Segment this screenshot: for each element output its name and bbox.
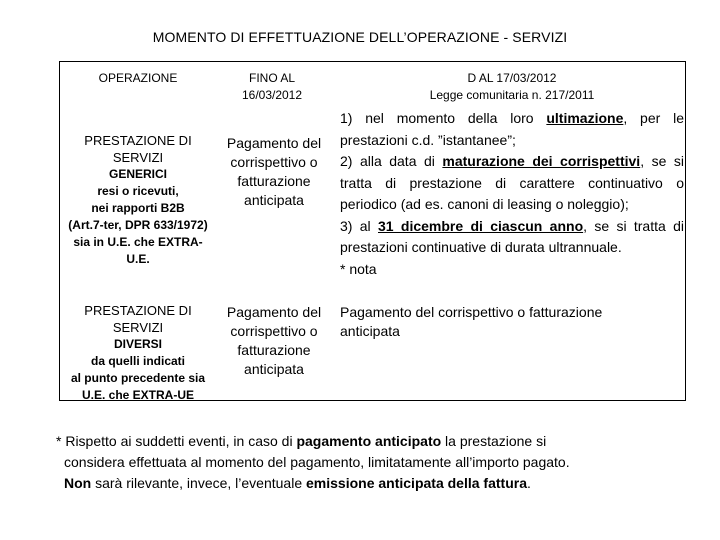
page-title: MOMENTO DI EFFETTUAZIONE DELL’OPERAZIONE - SERVIZI <box>152 29 568 45</box>
header-until-line2: 16/03/2012 <box>241 88 303 102</box>
row1-operation-line: resi o ricevuti, <box>97 184 179 198</box>
row2-operation-line: DIVERSI <box>113 337 162 351</box>
footnote <box>56 431 656 494</box>
header-since <box>336 70 688 104</box>
row1-operation-line: nei rapporti B2B <box>91 201 185 215</box>
row1-until-line: Pagamento del <box>226 135 322 151</box>
row2-since-text: Pagamento del corrispettivo o fatturazione anticipata <box>340 304 603 339</box>
row1-operation-line: sia in U.E. che EXTRA- <box>73 235 203 249</box>
nota-reference: * nota <box>340 260 377 277</box>
since-point-3: 3) al 31 dicembre di ciascun anno, se si tratta di prestazioni continuative di durata ultrannuale. <box>340 217 684 255</box>
row2-since <box>340 303 660 341</box>
row2-until-line: corrispettivo o <box>230 323 318 339</box>
row1-since <box>340 108 684 280</box>
since-point-2: 2) alla data di maturazione dei corrispettivi, se si tratta di prestazione di carattere continuativo o periodico (ad es. canoni di leasing o noleggio); <box>340 153 684 212</box>
row1-until-line: fatturazione <box>237 173 311 189</box>
footnote-line-1: * Rispetto ai suddetti eventi, in caso di pagamento anticipato la prestazione si <box>56 433 547 449</box>
row2-operation <box>58 302 218 404</box>
row1-operation <box>58 132 218 268</box>
header-until-line1: FINO AL <box>248 71 295 85</box>
row1-operation-line: (Art.7-ter, DPR 633/1972) <box>68 218 208 232</box>
row2-operation-line: U.E. che EXTRA-UE <box>81 388 195 402</box>
row2-operation-line: da quelli indicati <box>90 354 185 368</box>
row1-operation-line: GENERICI <box>108 167 167 181</box>
footnote-line-3: Non sarà rilevante, invece, l’eventuale emissione anticipata della fattura. <box>64 475 531 491</box>
row2-until-line: Pagamento del <box>226 304 322 320</box>
row2-until <box>214 303 334 379</box>
header-operation <box>62 70 214 87</box>
since-point-1: 1) nel momento della loro ultimazione, per le prestazioni c.d. ”istantanee”; <box>340 110 684 148</box>
row1-until-line: anticipata <box>244 192 304 208</box>
header-since-line2: Legge comunitaria n. 217/2011 <box>429 88 595 102</box>
row2-operation-line: PRESTAZIONE DI SERVIZI <box>84 303 192 335</box>
header-until <box>212 70 332 104</box>
footnote-line-2: considera effettuata al momento del pagamento, limitatamente all’importo pagato. <box>64 454 570 470</box>
row2-until-line: anticipata <box>244 361 304 377</box>
header-since-line1: D AL 17/03/2012 <box>467 71 557 85</box>
row2-until-line: fatturazione <box>237 342 311 358</box>
header-operation-label: OPERAZIONE <box>98 71 178 85</box>
row2-operation-line: al punto precedente sia <box>70 371 206 385</box>
row1-until-line: corrispettivo o <box>230 154 318 170</box>
row1-operation-line: PRESTAZIONE DI SERVIZI <box>84 133 192 165</box>
row1-operation-line: U.E. <box>126 252 150 266</box>
row1-until <box>214 134 334 210</box>
